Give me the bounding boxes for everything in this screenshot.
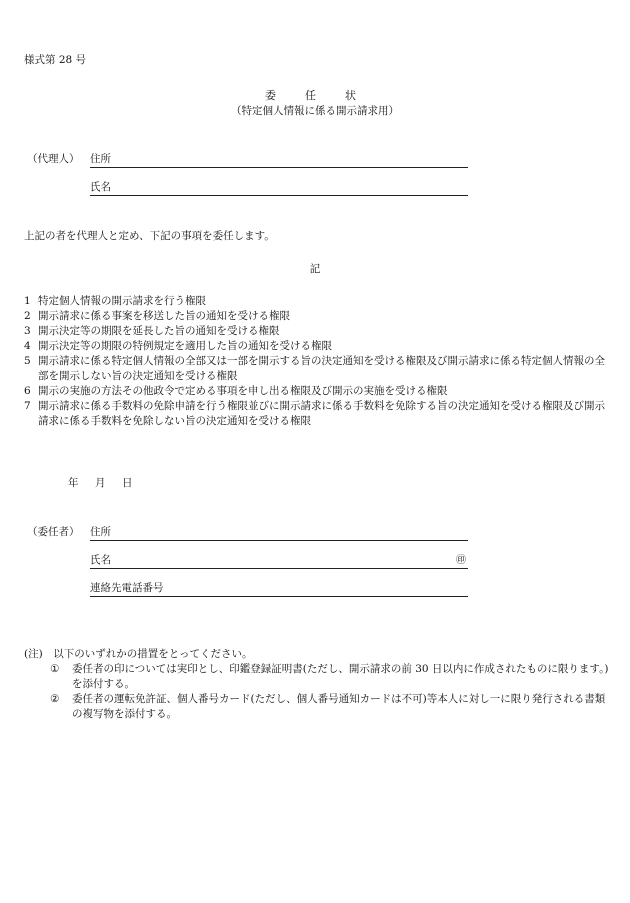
principal-address-label: 住所 [90, 526, 111, 538]
list-item: 6 開示の実施の方法その他政令で定める事項を申し出る権限及び開示の実施を受ける権限 [24, 385, 448, 397]
principal-phone-field[interactable] [90, 581, 468, 597]
principal-role-label: （委任者） [27, 526, 80, 538]
note-marker: ① [50, 663, 60, 675]
agent-address-label: 住所 [90, 153, 111, 165]
principal-phone-label: 連絡先電話番号 [90, 582, 164, 594]
document-subtitle: （特定個人情報に係る開示請求用） [231, 105, 399, 117]
date-line[interactable]: 年 月 日 [68, 477, 136, 489]
notes-section [24, 647, 614, 722]
list-item: 7 開示請求に係る手数料の免除申請を行う権限並びに開示請求に係る手数料を免除する旨の決定通知を受ける権限及び開示請求に係る手数料を免除しない旨の決定通知を受ける権限 [24, 400, 605, 427]
note-marker: ② [50, 693, 60, 705]
delegation-statement: 上記の者を代理人と定め、下記の事項を委任します。 [24, 230, 275, 242]
agent-address-field[interactable] [90, 152, 468, 168]
principal-address-field[interactable] [90, 525, 468, 541]
agent-name-field[interactable] [90, 180, 468, 196]
agent-role-label: （代理人） [27, 153, 80, 165]
form-number: 様式第 28 号 [24, 54, 87, 66]
principal-name-label: 氏名 [90, 554, 111, 566]
list-item: 3 開示決定等の期限を延長した旨の通知を受ける権限 [24, 325, 280, 337]
list-item: 4 開示決定等の期限の特例規定を適用した旨の通知を受ける権限 [24, 340, 332, 352]
list-item: 5 開示請求に係る特定個人情報の全部又は一部を開示する旨の決定通知を受ける権限及び開示請求に係る特定個人情報の全部を開示しない旨の決定通知を受ける権限 [24, 355, 605, 382]
list-item: 1 特定個人情報の開示請求を行う権限 [24, 295, 206, 307]
seal-mark-icon: ㊞ [456, 555, 466, 566]
ki-heading: 記 [309, 263, 321, 275]
authorities-list [24, 294, 614, 429]
principal-name-field[interactable] [90, 553, 468, 569]
note-item: ① 委任者の印については実印とし、印鑑登録証明書(ただし、開示請求の前 30 日以内に作成されたものに限ります。)を添付する。 [50, 663, 609, 690]
note-item: ② 委任者の運転免許証、個人番号カード(ただし、個人番号通知カードは不可)等本人に対し一に限り発行される書類の複写物を添付する。 [50, 693, 606, 720]
document-title: 委 任 状 [265, 89, 365, 102]
list-item: 2 開示請求に係る事案を移送した旨の通知を受ける権限 [24, 310, 290, 322]
agent-name-label: 氏名 [90, 181, 111, 193]
notes-lead: (注) 以下のいずれかの措置をとってください。 [24, 648, 253, 660]
